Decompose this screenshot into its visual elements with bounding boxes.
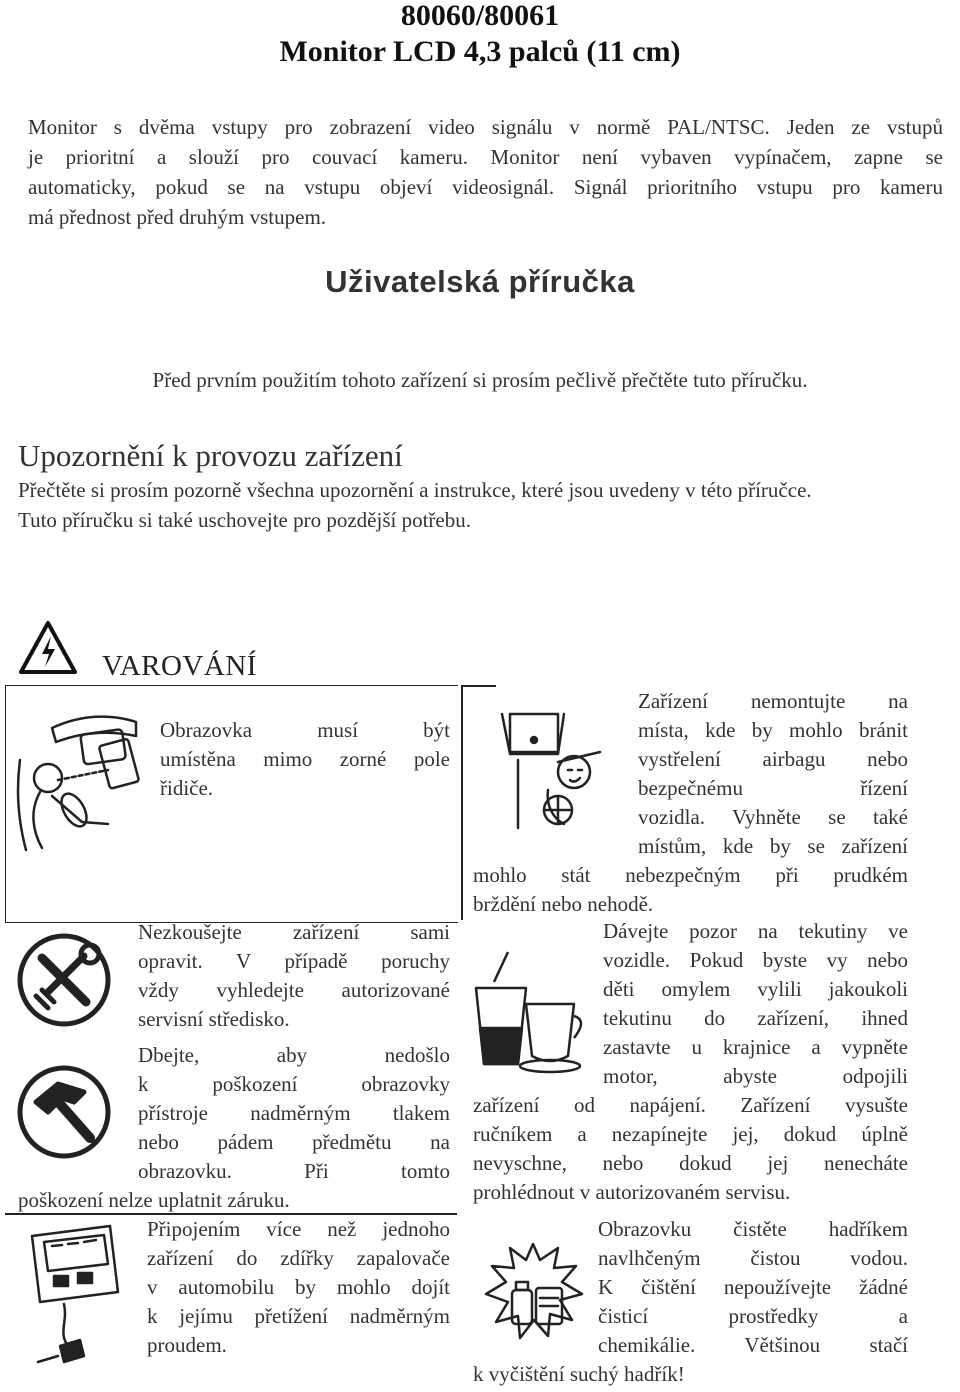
item-line: prohlédnout v autorizovaném servisu.	[473, 1180, 791, 1204]
warnings-text	[18, 475, 958, 535]
item-no-repair-text	[138, 918, 450, 1034]
divider	[462, 685, 496, 687]
item-line: přístroje nadměrným tlakem	[138, 1101, 450, 1125]
item-line: ručníkem a nezapínejte jej, dokud úplně	[473, 1122, 908, 1146]
no-repair-tools-icon	[14, 930, 114, 1030]
item-line: řidiče.	[160, 776, 214, 800]
hammer-icon	[14, 1062, 114, 1162]
item-line: servisní středisko.	[138, 1007, 290, 1031]
item-line: Připojením více než jednoho	[147, 1217, 450, 1241]
item-liquids-text-cont	[473, 1091, 908, 1207]
item-hammer-text-cont	[18, 1186, 450, 1215]
item-line: nevyschne, nebo dokud jej nenecháte	[473, 1151, 908, 1175]
item-line: Zařízení nemontujte na	[638, 689, 908, 713]
item-line: umístěna mimo zorné pole	[160, 747, 450, 771]
high-voltage-warning-icon	[18, 620, 78, 676]
item-line: K čištění nepoužívejte žádné	[598, 1275, 908, 1299]
item-line: vozidla. Vyhněte se také	[638, 805, 908, 829]
item-line: zastavte u krajnice a vypněte	[603, 1035, 908, 1059]
model-number: 80060/80061	[400, 0, 560, 32]
cleaning-chemicals-icon	[478, 1240, 588, 1350]
page-title: Monitor LCD 4,3 palců (11 cm)	[279, 35, 681, 68]
item-airbag-text	[638, 687, 908, 861]
item-airbag-text-cont	[473, 861, 908, 919]
item-line: k jejímu přetížení nadměrným	[147, 1304, 450, 1328]
liquids-cups-icon	[470, 940, 590, 1080]
item-line: navlhčeným čistou vodou.	[598, 1246, 908, 1270]
item-line: k poškození obrazovky	[138, 1072, 450, 1096]
item-line: mohlo stát nebezpečným při prudkém	[473, 863, 908, 887]
item-line: v automobilu by mohlo dojít	[147, 1275, 450, 1299]
intro-line: Monitor s dvěma vstupy pro zobrazení video signálu v normě PAL/NTSC. Jeden ze vstupů	[28, 115, 943, 139]
item-line: Obrazovka musí být	[160, 718, 450, 742]
item-line: vozidle. Pokud byste vy nebo	[603, 948, 908, 972]
item-line: zařízení od napájení. Zařízení vysušte	[473, 1093, 908, 1117]
varovani-heading: VAROVÁNÍ	[102, 650, 257, 682]
item-line: místa, kde by mohlo bránit	[638, 718, 908, 742]
item-line: obrazovku. Při tomto	[138, 1159, 450, 1183]
item-line: Dávejte pozor na tekutiny ve	[603, 919, 908, 943]
item-line: k vyčištění suchý hadřík!	[473, 1362, 685, 1386]
item-driver-view-text	[160, 716, 450, 803]
warnings-line: Tuto příručku si také uschovejte pro pozdější potřebu.	[18, 508, 471, 532]
item-line: zařízení do zdířky zapalovače	[147, 1246, 450, 1270]
item-line: vystřelení airbagu nebo	[638, 747, 908, 771]
item-line: motor, abyste odpojili	[603, 1064, 908, 1088]
item-line: poškození nelze uplatnit záruku.	[18, 1188, 290, 1212]
driver-view-icon	[12, 700, 152, 860]
item-line: místům, kde by se zařízení	[638, 834, 908, 858]
item-line: chemikálie. Většinou stačí	[598, 1333, 908, 1357]
item-line: proudem.	[147, 1333, 227, 1357]
airbag-icon	[488, 700, 608, 830]
warnings-heading: Upozornění k provozu zařízení	[18, 438, 403, 473]
item-line: Nezkoušejte zařízení sami	[138, 920, 450, 944]
item-cleaning-text-cont	[473, 1360, 908, 1389]
item-line: bezpečnému řízení	[638, 776, 908, 800]
item-line: Dbejte, aby nedošlo	[138, 1043, 450, 1067]
cigarette-lighter-socket-icon	[18, 1222, 128, 1372]
item-line: Obrazovku čistěte hadříkem	[598, 1217, 908, 1241]
item-line: čisticí prostředky a	[598, 1304, 908, 1328]
item-socket-text	[147, 1215, 450, 1360]
intro-paragraph	[28, 112, 943, 232]
item-line: tekutinu do zařízení, ihned	[603, 1006, 908, 1030]
item-cleaning-text	[598, 1215, 908, 1360]
item-line: opravit. V případě poruchy	[138, 949, 450, 973]
item-line: děti omylem vylili jakoukoli	[603, 977, 908, 1001]
item-line: brždění nebo nehodě.	[473, 892, 654, 916]
column-divider	[461, 685, 463, 920]
guide-title: Uživatelská příručka	[325, 264, 635, 299]
guide-note: Před prvním použitím tohoto zařízení si prosím pečlivě přečtěte tuto příručku.	[152, 368, 808, 392]
item-hammer-text	[138, 1041, 450, 1186]
intro-line: je prioritní a slouží pro couvací kameru. Monitor není vybaven vypínačem, zapne se	[28, 145, 943, 169]
intro-line: má přednost před druhým vstupem.	[28, 205, 327, 229]
warnings-line: Přečtěte si prosím pozorně všechna upozornění a instrukce, které jsou uvedeny v této příručce.	[18, 478, 812, 502]
item-liquids-text	[603, 917, 908, 1091]
item-line: nebo pádem předmětu na	[138, 1130, 450, 1154]
intro-line: automaticky, pokud se na vstupu objeví videosignál. Signál prioritního vstupu pro kameru	[28, 175, 943, 199]
item-line: vždy vyhledejte autorizované	[138, 978, 450, 1002]
